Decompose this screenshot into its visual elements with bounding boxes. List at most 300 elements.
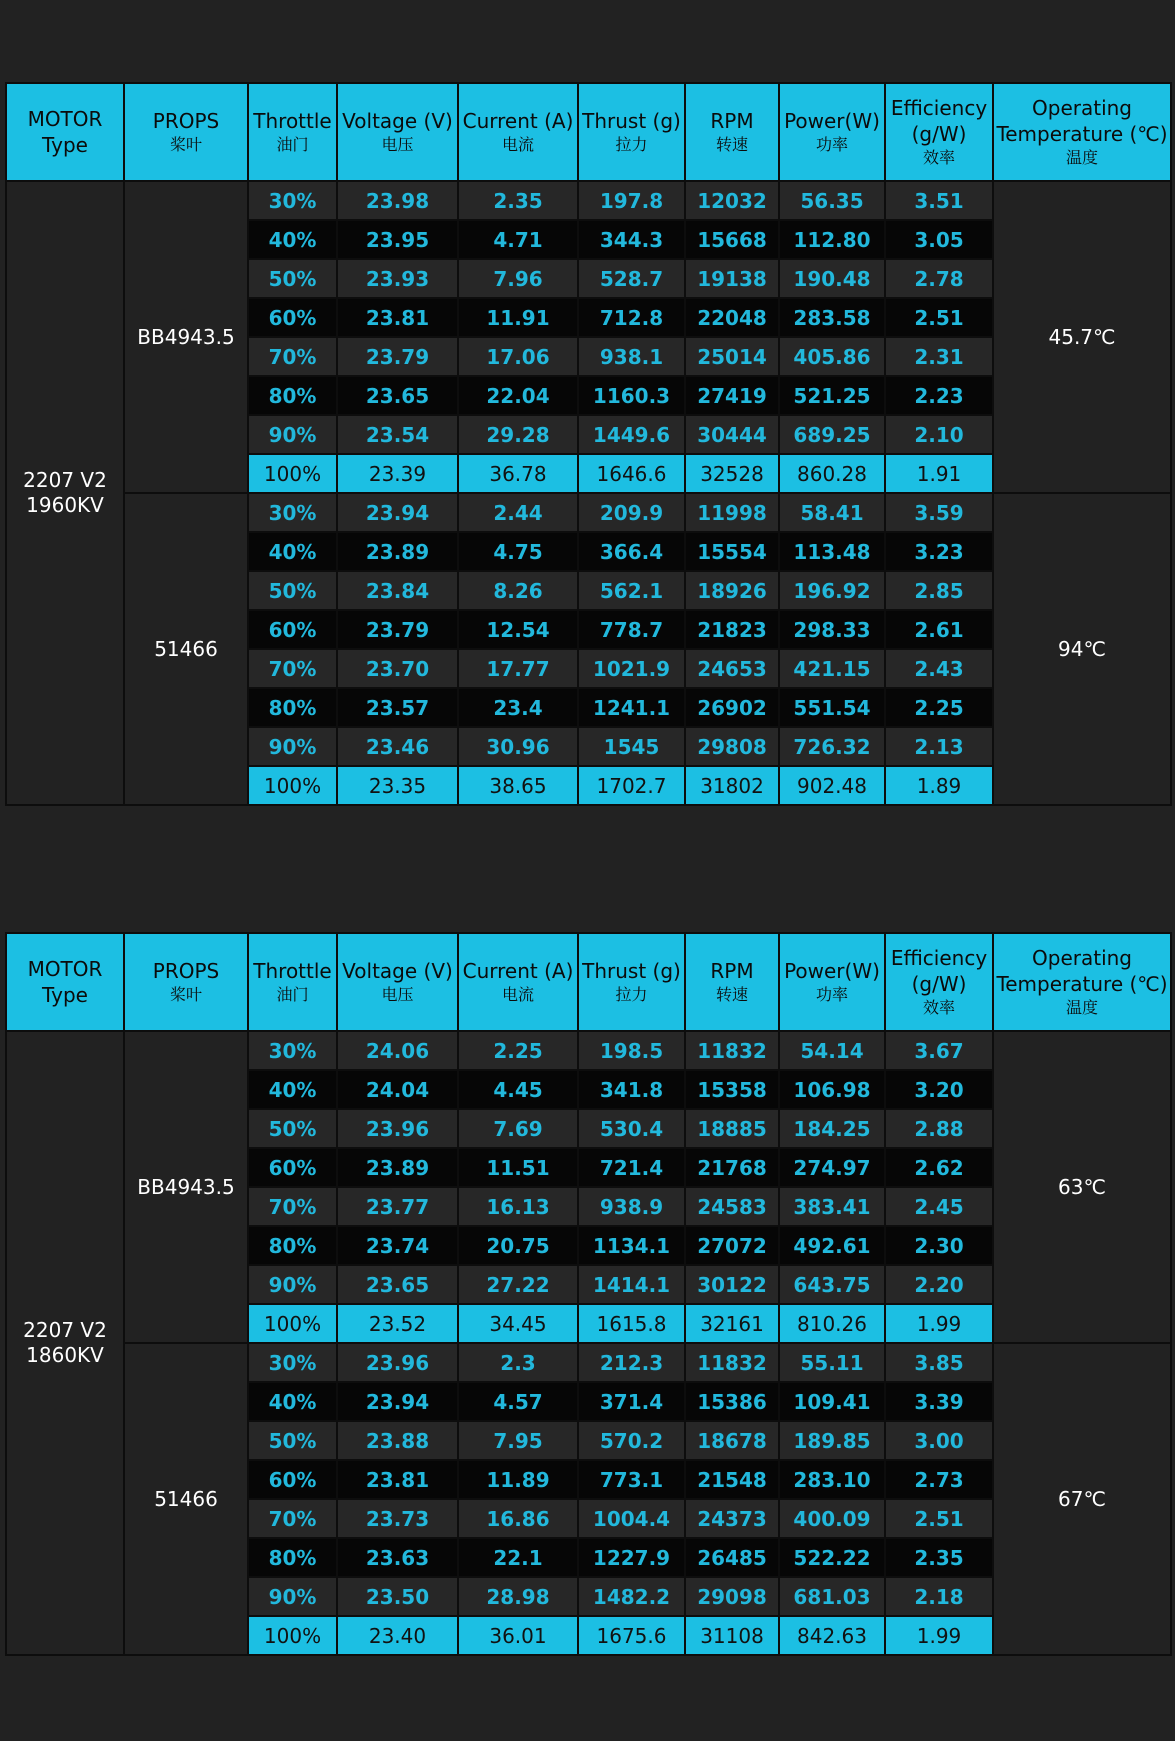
power-cell: 106.98 — [779, 1070, 885, 1109]
efficiency-cell: 3.67 — [885, 1031, 993, 1070]
power-header — [779, 83, 885, 181]
voltage-cell: 23.73 — [337, 1499, 458, 1538]
efficiency-header-text: (g/W) — [911, 972, 967, 996]
voltage-cell: 23.57 — [337, 688, 458, 727]
thrust-cell: 371.4 — [578, 1382, 685, 1421]
current-cell: 4.45 — [458, 1070, 578, 1109]
voltage-cell: 23.74 — [337, 1226, 458, 1265]
thrust-cell: 528.7 — [578, 259, 685, 298]
efficiency-cell: 2.31 — [885, 337, 993, 376]
rpm-cell: 26902 — [685, 688, 779, 727]
voltage-cell: 23.79 — [337, 610, 458, 649]
voltage-cell: 23.81 — [337, 298, 458, 337]
voltage-cell: 23.94 — [337, 493, 458, 532]
rpm-cell: 15554 — [685, 532, 779, 571]
efficiency-cell: 2.61 — [885, 610, 993, 649]
current-cell: 23.4 — [458, 688, 578, 727]
current-cell: 38.65 — [458, 766, 578, 805]
voltage-cell: 23.81 — [337, 1460, 458, 1499]
temperature-header — [993, 83, 1171, 181]
thrust-cell: 570.2 — [578, 1421, 685, 1460]
current-cell: 4.75 — [458, 532, 578, 571]
current-cell: 34.45 — [458, 1304, 578, 1343]
current-cell: 20.75 — [458, 1226, 578, 1265]
efficiency-cell: 2.30 — [885, 1226, 993, 1265]
header-row — [6, 933, 1171, 1031]
efficiency-cell: 2.20 — [885, 1265, 993, 1304]
power-cell: 283.10 — [779, 1460, 885, 1499]
efficiency-cell: 3.05 — [885, 220, 993, 259]
power-cell: 190.48 — [779, 259, 885, 298]
throttle-cell: 70% — [248, 649, 337, 688]
rpm-cell: 21768 — [685, 1148, 779, 1187]
temperature-header-text: Temperature (℃) — [996, 972, 1168, 996]
throttle-cell: 40% — [248, 1070, 337, 1109]
rpm-cell: 18678 — [685, 1421, 779, 1460]
current-cell: 7.95 — [458, 1421, 578, 1460]
thrust-cell: 1004.4 — [578, 1499, 685, 1538]
current-header-text: Current (A) — [462, 959, 574, 983]
thrust-cell: 778.7 — [578, 610, 685, 649]
voltage-cell: 23.65 — [337, 1265, 458, 1304]
power-cell: 405.86 — [779, 337, 885, 376]
efficiency-cell: 3.85 — [885, 1343, 993, 1382]
throttle-cell: 40% — [248, 1382, 337, 1421]
efficiency-cell: 2.25 — [885, 688, 993, 727]
current-cell: 28.98 — [458, 1577, 578, 1616]
prop-name-cell: 51466 — [124, 1343, 248, 1655]
voltage-cell: 23.63 — [337, 1538, 458, 1577]
efficiency-header — [885, 933, 993, 1031]
efficiency-cell: 2.18 — [885, 1577, 993, 1616]
rpm-cell: 29808 — [685, 727, 779, 766]
efficiency-cell: 2.85 — [885, 571, 993, 610]
current-cell: 7.96 — [458, 259, 578, 298]
rpm-cell: 18885 — [685, 1109, 779, 1148]
voltage-cell: 23.79 — [337, 337, 458, 376]
thrust-cell: 1241.1 — [578, 688, 685, 727]
throttle-cell: 60% — [248, 610, 337, 649]
efficiency-cell: 2.78 — [885, 259, 993, 298]
thrust-cell: 1482.2 — [578, 1577, 685, 1616]
efficiency-header-text: Efficiency — [890, 946, 988, 970]
thrust-cell: 1227.9 — [578, 1538, 685, 1577]
current-cell: 12.54 — [458, 610, 578, 649]
rpm-cell: 22048 — [685, 298, 779, 337]
throttle-cell: 40% — [248, 220, 337, 259]
current-cell: 7.69 — [458, 1109, 578, 1148]
thrust-header — [578, 933, 685, 1031]
power-header-text: Power(W) — [784, 109, 880, 133]
motor-type-header — [6, 933, 124, 1031]
temperature-header-cn: 温度 — [1065, 148, 1098, 167]
throttle-cell: 60% — [248, 1148, 337, 1187]
rpm-cell: 15358 — [685, 1070, 779, 1109]
throttle-header-text: Throttle — [253, 959, 332, 983]
efficiency-cell: 3.59 — [885, 493, 993, 532]
power-cell: 400.09 — [779, 1499, 885, 1538]
current-header — [458, 83, 578, 181]
motor-type-cell — [6, 181, 124, 805]
rpm-cell: 18926 — [685, 571, 779, 610]
power-cell: 196.92 — [779, 571, 885, 610]
rpm-cell: 19138 — [685, 259, 779, 298]
rpm-header — [685, 933, 779, 1031]
current-cell: 17.77 — [458, 649, 578, 688]
thrust-cell: 1702.7 — [578, 766, 685, 805]
current-cell: 11.89 — [458, 1460, 578, 1499]
thrust-header-cn: 拉力 — [615, 135, 648, 154]
thrust-cell: 773.1 — [578, 1460, 685, 1499]
thrust-cell: 1021.9 — [578, 649, 685, 688]
efficiency-cell: 3.23 — [885, 532, 993, 571]
efficiency-cell: 2.51 — [885, 298, 993, 337]
power-cell: 54.14 — [779, 1031, 885, 1070]
throttle-cell: 50% — [248, 1109, 337, 1148]
prop-name-cell: 51466 — [124, 493, 248, 805]
voltage-cell: 23.54 — [337, 415, 458, 454]
motor-type-text: 1960KV — [26, 493, 104, 517]
current-header-text: Current (A) — [462, 109, 574, 133]
voltage-cell: 23.65 — [337, 376, 458, 415]
props-header-text: PROPS — [152, 959, 220, 983]
table-row — [6, 1343, 1171, 1382]
voltage-cell: 24.04 — [337, 1070, 458, 1109]
throttle-cell: 60% — [248, 1460, 337, 1499]
current-cell: 4.57 — [458, 1382, 578, 1421]
prop-name-cell: BB4943.5 — [124, 1031, 248, 1343]
voltage-header-cn: 电压 — [381, 985, 414, 1004]
power-cell: 421.15 — [779, 649, 885, 688]
rpm-cell: 30122 — [685, 1265, 779, 1304]
thrust-header-text: Thrust (g) — [582, 959, 681, 983]
rpm-cell: 24373 — [685, 1499, 779, 1538]
current-cell: 2.35 — [458, 181, 578, 220]
power-header-cn: 功率 — [815, 985, 848, 1004]
current-cell: 22.04 — [458, 376, 578, 415]
voltage-header-text: Voltage (V) — [342, 959, 453, 983]
rpm-header-cn: 转速 — [715, 985, 748, 1004]
efficiency-header-text: (g/W) — [911, 122, 967, 146]
rpm-cell: 27072 — [685, 1226, 779, 1265]
thrust-cell: 938.1 — [578, 337, 685, 376]
power-cell: 56.35 — [779, 181, 885, 220]
throttle-cell: 40% — [248, 532, 337, 571]
voltage-cell: 23.89 — [337, 1148, 458, 1187]
throttle-cell: 30% — [248, 1343, 337, 1382]
rpm-cell: 15386 — [685, 1382, 779, 1421]
motor-type-header-text: MOTOR — [27, 107, 103, 131]
props-header — [124, 83, 248, 181]
throttle-cell: 50% — [248, 1421, 337, 1460]
efficiency-cell: 2.23 — [885, 376, 993, 415]
rpm-cell: 12032 — [685, 181, 779, 220]
voltage-header — [337, 933, 458, 1031]
current-cell: 11.51 — [458, 1148, 578, 1187]
motor-test-table — [5, 82, 1172, 806]
throttle-cell: 100% — [248, 1616, 337, 1655]
throttle-cell: 100% — [248, 1304, 337, 1343]
thrust-cell: 562.1 — [578, 571, 685, 610]
efficiency-cell: 2.51 — [885, 1499, 993, 1538]
efficiency-cell: 1.99 — [885, 1304, 993, 1343]
thrust-cell: 344.3 — [578, 220, 685, 259]
current-cell: 16.13 — [458, 1187, 578, 1226]
current-cell: 8.26 — [458, 571, 578, 610]
props-header — [124, 933, 248, 1031]
table-row — [6, 1031, 1171, 1070]
power-cell: 902.48 — [779, 766, 885, 805]
voltage-cell: 23.84 — [337, 571, 458, 610]
throttle-cell: 80% — [248, 688, 337, 727]
motor-type-header — [6, 83, 124, 181]
voltage-cell: 23.35 — [337, 766, 458, 805]
thrust-cell: 209.9 — [578, 493, 685, 532]
power-cell: 274.97 — [779, 1148, 885, 1187]
rpm-cell: 32528 — [685, 454, 779, 493]
temperature-cell: 45.7℃ — [993, 181, 1171, 493]
voltage-cell: 23.93 — [337, 259, 458, 298]
temperature-cell: 67℃ — [993, 1343, 1171, 1655]
rpm-header-text: RPM — [710, 109, 754, 133]
thrust-cell: 1545 — [578, 727, 685, 766]
rpm-cell: 31108 — [685, 1616, 779, 1655]
thrust-cell: 1646.6 — [578, 454, 685, 493]
table-row — [6, 181, 1171, 220]
power-cell: 109.41 — [779, 1382, 885, 1421]
efficiency-cell: 2.45 — [885, 1187, 993, 1226]
thrust-cell: 197.8 — [578, 181, 685, 220]
efficiency-header-cn: 效率 — [922, 148, 955, 167]
rpm-cell: 11832 — [685, 1031, 779, 1070]
efficiency-cell: 2.73 — [885, 1460, 993, 1499]
power-cell: 492.61 — [779, 1226, 885, 1265]
current-cell: 36.01 — [458, 1616, 578, 1655]
thrust-cell: 1160.3 — [578, 376, 685, 415]
power-cell: 112.80 — [779, 220, 885, 259]
power-cell: 726.32 — [779, 727, 885, 766]
current-cell: 27.22 — [458, 1265, 578, 1304]
throttle-cell: 90% — [248, 415, 337, 454]
throttle-header — [248, 933, 337, 1031]
rpm-header — [685, 83, 779, 181]
power-cell: 189.85 — [779, 1421, 885, 1460]
voltage-cell: 23.50 — [337, 1577, 458, 1616]
efficiency-cell: 2.10 — [885, 415, 993, 454]
thrust-cell: 721.4 — [578, 1148, 685, 1187]
power-cell: 184.25 — [779, 1109, 885, 1148]
power-cell: 521.25 — [779, 376, 885, 415]
thrust-cell: 1449.6 — [578, 415, 685, 454]
temperature-header-text: Operating — [1032, 946, 1132, 970]
voltage-cell: 23.40 — [337, 1616, 458, 1655]
throttle-cell: 70% — [248, 1499, 337, 1538]
thrust-header — [578, 83, 685, 181]
thrust-cell: 1414.1 — [578, 1265, 685, 1304]
temperature-header-text: Temperature (℃) — [996, 122, 1168, 146]
thrust-cell: 1675.6 — [578, 1616, 685, 1655]
voltage-cell: 23.96 — [337, 1109, 458, 1148]
temperature-header-cn: 温度 — [1065, 998, 1098, 1017]
efficiency-cell: 3.20 — [885, 1070, 993, 1109]
voltage-cell: 23.95 — [337, 220, 458, 259]
power-header-cn: 功率 — [815, 135, 848, 154]
efficiency-cell: 1.91 — [885, 454, 993, 493]
voltage-cell: 24.06 — [337, 1031, 458, 1070]
thrust-cell: 1134.1 — [578, 1226, 685, 1265]
rpm-cell: 31802 — [685, 766, 779, 805]
temperature-cell: 94℃ — [993, 493, 1171, 805]
throttle-header-cn: 油门 — [276, 985, 309, 1004]
table-row — [6, 493, 1171, 532]
throttle-header-cn: 油门 — [276, 135, 309, 154]
efficiency-cell: 3.39 — [885, 1382, 993, 1421]
throttle-cell: 30% — [248, 1031, 337, 1070]
current-header-cn: 电流 — [501, 985, 534, 1004]
current-cell: 2.25 — [458, 1031, 578, 1070]
header-row — [6, 83, 1171, 181]
power-cell: 842.63 — [779, 1616, 885, 1655]
rpm-cell: 24653 — [685, 649, 779, 688]
power-cell: 298.33 — [779, 610, 885, 649]
throttle-cell: 50% — [248, 571, 337, 610]
prop-name-cell: BB4943.5 — [124, 181, 248, 493]
rpm-cell: 15668 — [685, 220, 779, 259]
thrust-cell: 341.8 — [578, 1070, 685, 1109]
thrust-cell: 1615.8 — [578, 1304, 685, 1343]
current-cell: 17.06 — [458, 337, 578, 376]
power-cell: 383.41 — [779, 1187, 885, 1226]
current-cell: 2.3 — [458, 1343, 578, 1382]
motor-type-header-text: MOTOR — [27, 957, 103, 981]
current-cell: 11.91 — [458, 298, 578, 337]
power-cell: 55.11 — [779, 1343, 885, 1382]
rpm-cell: 21548 — [685, 1460, 779, 1499]
throttle-cell: 100% — [248, 454, 337, 493]
voltage-cell: 23.70 — [337, 649, 458, 688]
voltage-header — [337, 83, 458, 181]
current-header — [458, 933, 578, 1031]
throttle-cell: 80% — [248, 1226, 337, 1265]
throttle-header — [248, 83, 337, 181]
temperature-cell: 63℃ — [993, 1031, 1171, 1343]
voltage-cell: 23.94 — [337, 1382, 458, 1421]
efficiency-cell: 3.51 — [885, 181, 993, 220]
throttle-cell: 50% — [248, 259, 337, 298]
motor-test-table — [5, 932, 1172, 1656]
efficiency-cell: 2.35 — [885, 1538, 993, 1577]
throttle-cell: 80% — [248, 376, 337, 415]
voltage-cell: 23.46 — [337, 727, 458, 766]
efficiency-cell: 1.99 — [885, 1616, 993, 1655]
props-header-cn: 桨叶 — [169, 985, 202, 1004]
efficiency-header-cn: 效率 — [922, 998, 955, 1017]
thrust-cell: 212.3 — [578, 1343, 685, 1382]
current-cell: 36.78 — [458, 454, 578, 493]
voltage-header-text: Voltage (V) — [342, 109, 453, 133]
power-cell: 860.28 — [779, 454, 885, 493]
power-cell: 810.26 — [779, 1304, 885, 1343]
power-cell: 522.22 — [779, 1538, 885, 1577]
rpm-cell: 26485 — [685, 1538, 779, 1577]
rpm-cell: 25014 — [685, 337, 779, 376]
throttle-cell: 70% — [248, 337, 337, 376]
current-cell: 29.28 — [458, 415, 578, 454]
motor-type-header-text: Type — [42, 983, 88, 1007]
throttle-cell: 30% — [248, 181, 337, 220]
motor-type-cell — [6, 1031, 124, 1655]
power-cell: 113.48 — [779, 532, 885, 571]
power-cell: 681.03 — [779, 1577, 885, 1616]
power-header-text: Power(W) — [784, 959, 880, 983]
voltage-header-cn: 电压 — [381, 135, 414, 154]
motor-type-text: 1860KV — [26, 1343, 104, 1367]
current-cell: 2.44 — [458, 493, 578, 532]
efficiency-cell: 2.62 — [885, 1148, 993, 1187]
throttle-cell: 90% — [248, 727, 337, 766]
power-header — [779, 933, 885, 1031]
current-cell: 4.71 — [458, 220, 578, 259]
temperature-header — [993, 933, 1171, 1031]
thrust-cell: 938.9 — [578, 1187, 685, 1226]
props-header-text: PROPS — [152, 109, 220, 133]
throttle-cell: 100% — [248, 766, 337, 805]
power-cell: 689.25 — [779, 415, 885, 454]
current-cell: 22.1 — [458, 1538, 578, 1577]
voltage-cell: 23.39 — [337, 454, 458, 493]
thrust-header-text: Thrust (g) — [582, 109, 681, 133]
power-cell: 551.54 — [779, 688, 885, 727]
power-cell: 643.75 — [779, 1265, 885, 1304]
voltage-cell: 23.52 — [337, 1304, 458, 1343]
thrust-header-cn: 拉力 — [615, 985, 648, 1004]
rpm-cell: 32161 — [685, 1304, 779, 1343]
power-cell: 58.41 — [779, 493, 885, 532]
efficiency-cell: 2.43 — [885, 649, 993, 688]
thrust-cell: 530.4 — [578, 1109, 685, 1148]
current-header-cn: 电流 — [501, 135, 534, 154]
efficiency-cell: 2.88 — [885, 1109, 993, 1148]
props-header-cn: 桨叶 — [169, 135, 202, 154]
voltage-cell: 23.98 — [337, 181, 458, 220]
throttle-cell: 60% — [248, 298, 337, 337]
efficiency-header — [885, 83, 993, 181]
throttle-cell: 70% — [248, 1187, 337, 1226]
rpm-header-cn: 转速 — [715, 135, 748, 154]
voltage-cell: 23.77 — [337, 1187, 458, 1226]
voltage-cell: 23.96 — [337, 1343, 458, 1382]
rpm-cell: 30444 — [685, 415, 779, 454]
motor-type-text: 2207 V2 — [23, 468, 107, 492]
motor-type-header-text: Type — [42, 133, 88, 157]
throttle-cell: 80% — [248, 1538, 337, 1577]
rpm-header-text: RPM — [710, 959, 754, 983]
throttle-cell: 90% — [248, 1265, 337, 1304]
thrust-cell: 366.4 — [578, 532, 685, 571]
throttle-cell: 90% — [248, 1577, 337, 1616]
thrust-cell: 198.5 — [578, 1031, 685, 1070]
thrust-cell: 712.8 — [578, 298, 685, 337]
rpm-cell: 11832 — [685, 1343, 779, 1382]
efficiency-cell: 2.13 — [885, 727, 993, 766]
voltage-cell: 23.88 — [337, 1421, 458, 1460]
power-cell: 283.58 — [779, 298, 885, 337]
temperature-header-text: Operating — [1032, 96, 1132, 120]
voltage-cell: 23.89 — [337, 532, 458, 571]
motor-type-text: 2207 V2 — [23, 1318, 107, 1342]
current-cell: 16.86 — [458, 1499, 578, 1538]
efficiency-cell: 1.89 — [885, 766, 993, 805]
